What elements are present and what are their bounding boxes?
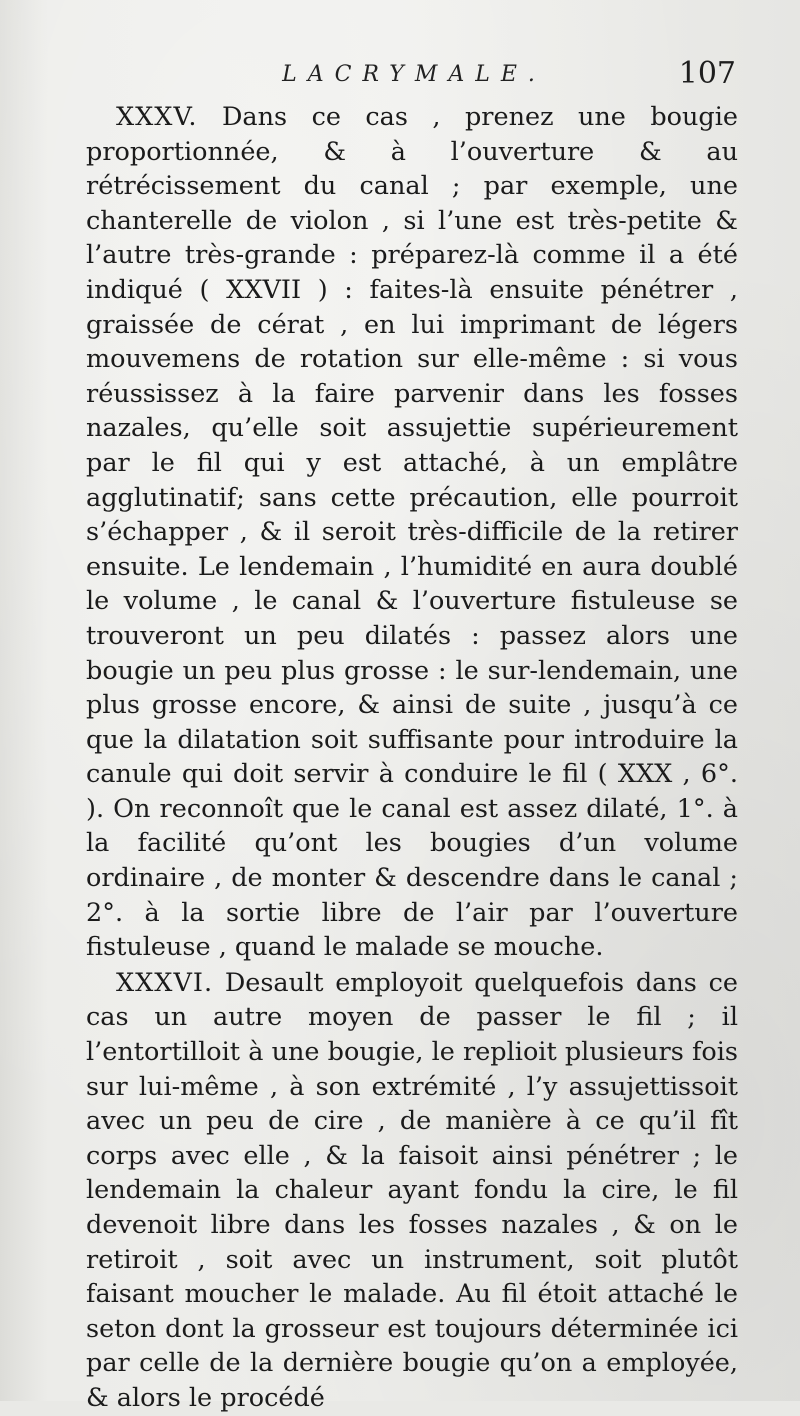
paragraph-text: Dans ce cas , prenez une bougie proportionnée, & à l’ouverture & au rétrécissement du canal ; par exemple, une chanterelle de violon , si l’une est très-petite & l’autre très-grande : préparez-là comme il a été indiqué ( XXVII ) : faites-là ensuite pénétrer , graissée de cérat , en lui imprimant de légers mouvemens de rotation sur elle-même : si vous réussissez à la faire parvenir dans les fosses nazales, qu’elle soit assujettie supérieurement par le fil qui y est attaché, à un emplâtre agglutinatif; sans cette précaution, elle pourroit s’échapper , & il seroit très-difficile de la retirer ensuite. Le lendemain , l’humidité en aura doublé le volume , le canal & l’ouverture fistuleuse se trouveront un peu dilatés : passez alors une bougie un peu plus grosse : le sur-lendemain, une plus grosse encore, & ainsi de suite , jusqu’à ce que la dilatation soit suffisante pour introduire la canule qui doit servir à conduire le fil ( XXX , 6°. ). On reconnoît que le canal est assez dilaté, 1°. à la facilité qu’ont les bougies d’un volume ordinaire , de monter & descendre dans le canal ; 2°. à la sortie libre de l’air par l’ouverture fistuleuse , quand le malade se mouche. <box>86 102 739 963</box>
paragraph-number: XXXVI. <box>116 967 214 998</box>
paragraph-xxxvi <box>86 966 738 1416</box>
running-title: LACRYMALE. <box>282 62 546 87</box>
body-text <box>86 100 738 1416</box>
paragraph-text: Desault employoit quelquefois dans ce cas un autre moyen de passer le fil ; il l’entortilloit à une bougie, le replioit plusieurs fois sur lui-même , à son extrémité , l’y assujettissoit avec un peu de cire , de manière à ce qu’il fît corps avec elle , & la faisoit ainsi pénétrer ; le lendemain la chaleur ayant fondu la cire, le fil devenoit libre dans les fosses nazales , & on le retiroit , soit avec un instrument, soit plutôt faisant moucher le malade. Au fil étoit attaché le seton dont la grosseur est toujours déterminée ici par celle de la dernière bougie qu’on a employée, & alors le procédé <box>86 967 738 1413</box>
paragraph-number: XXXV. <box>116 102 198 132</box>
page-header <box>92 56 736 96</box>
page-number: 107 <box>678 56 736 91</box>
paragraph-xxxv <box>86 100 738 965</box>
